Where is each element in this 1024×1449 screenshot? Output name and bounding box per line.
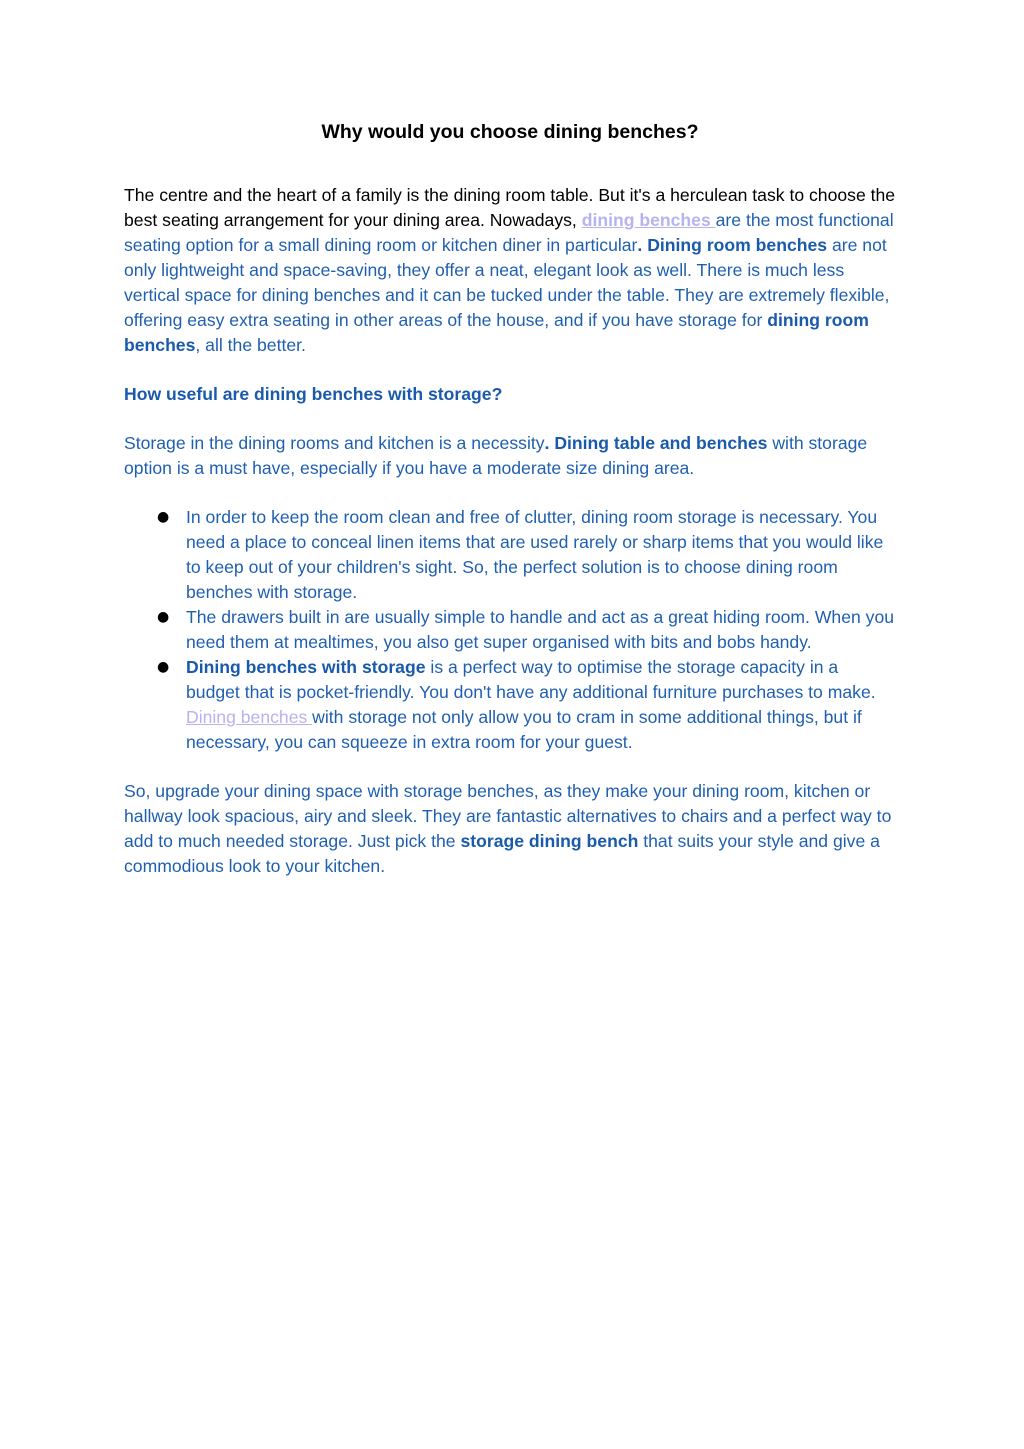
benefits-list (124, 505, 896, 755)
list-item (157, 505, 896, 605)
bullet-icon: ● (157, 659, 170, 676)
closing-bold-1: storage dining bench (460, 831, 639, 852)
list-item-text: is a perfect way to optimise the storage capacity in a budget that is pocket-friendly. You don't have any additional furniture purchases to make. (186, 657, 876, 703)
closing-paragraph (124, 779, 896, 879)
intro-bold-1: Dining room benches (647, 235, 828, 256)
closing-text-2: that suits your style and give a commodious look to your kitchen. (124, 831, 880, 877)
storage-text-1: Storage in the dining rooms and kitchen is a necessity (124, 433, 545, 454)
intro-text-4: , all the better. (195, 335, 306, 356)
intro-text-2: are the most functional seating option for a small dining room or kitchen diner in particular (124, 210, 894, 256)
intro-text-1: The centre and the heart of a family is the dining room table. But it's a herculean task to choose the best seating arrangement for your dining area. Nowadays, (124, 185, 896, 231)
closing-text-1: So, upgrade your dining space with storage benches, as they make your dining room, kitchen or hallway look spacious, airy and sleek. They are fantastic alternatives to chairs and a perfect way to add to much needed storage. Just pick the (124, 781, 892, 852)
intro-text-3: are not only lightweight and space-saving, they offer a neat, elegant look as well. There is much less vertical space for dining benches and it can be tucked under the table. They are extremely flexible, offering easy extra seating in other areas of the house, and if you have storage for (124, 235, 890, 331)
storage-text-2: with storage option is a must have, especially if you have a moderate size dining area. (124, 433, 868, 479)
dining-benches-link[interactable]: dining benches (581, 210, 716, 231)
section-heading: How useful are dining benches with storage? (124, 384, 503, 405)
intro-paragraph (124, 183, 896, 358)
page-title: Why would you choose dining benches? (321, 121, 699, 143)
dining-benches-link-2[interactable]: Dining benches (186, 707, 313, 728)
storage-period: . (544, 433, 550, 454)
list-item (157, 605, 896, 655)
intro-period: . (637, 235, 643, 256)
list-item-bold: Dining benches with storage (186, 657, 426, 678)
list-item-text-2: with storage not only allow you to cram in some additional things, but if necessary, you can squeeze in extra room for your guest. (186, 707, 862, 753)
storage-paragraph (124, 431, 896, 481)
list-item-text: The drawers built in are usually simple to handle and act as a great hiding room. When you need them at mealtimes, you also get super organised with bits and bobs handy. (186, 607, 895, 653)
list-item-text: In order to keep the room clean and free of clutter, dining room storage is necessary. You need a place to conceal linen items that are used rarely or sharp items that you would like to keep out of your children's sight. So, the perfect solution is to choose dining room benches with storage. (186, 507, 884, 603)
document-page (124, 120, 896, 903)
bullet-icon: ● (157, 609, 170, 626)
list-item (157, 655, 896, 755)
intro-bold-2: dining room benches (124, 310, 869, 356)
storage-bold-1: Dining table and benches (549, 433, 768, 454)
bullet-icon: ● (157, 509, 170, 526)
